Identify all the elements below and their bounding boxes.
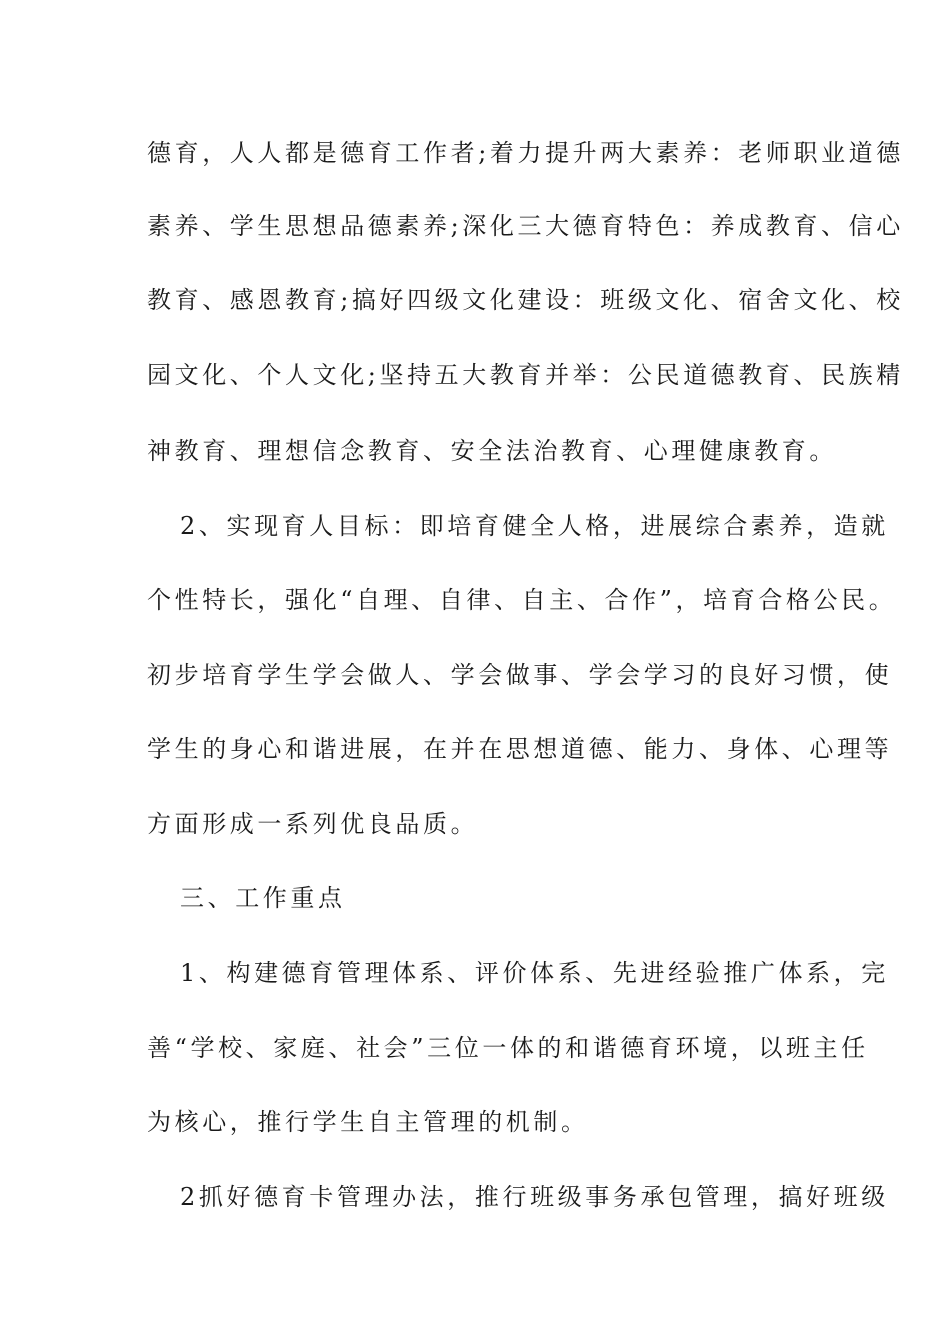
- text-line-10: 方面形成一系列优良品质。: [147, 810, 479, 838]
- text-line-8: 初步培育学生学会做人、学会做事、学会学习的良好习惯，使: [147, 661, 893, 689]
- text-line-5: 神教育、理想信念教育、安全法治教育、心理健康教育。: [147, 437, 837, 465]
- item-2-first-line: 2抓好德育卡管理办法，推行班级事务承包管理，搞好班级: [180, 1183, 889, 1211]
- paragraph-2-first-line: 2、实现育人目标：即培育健全人格，进展综合素养，造就: [180, 512, 889, 540]
- text-line-13: 善“学校、家庭、社会”三位一体的和谐德育环境，以班主任: [147, 1034, 869, 1062]
- text-line-2: 素养、学生思想品德素养;深化三大德育特色：养成教育、信心: [147, 212, 904, 240]
- text-line-1: 德育，人人都是德育工作者;着力提升两大素养：老师职业道德: [147, 139, 904, 167]
- text-line-3: 教育、感恩教育;搞好四级文化建设：班级文化、宿舍文化、校: [147, 286, 904, 314]
- section-heading: 三、工作重点: [180, 884, 346, 912]
- item-1-first-line: 1、构建德育管理体系、评价体系、先进经验推广体系，完: [180, 959, 889, 987]
- text-line-14: 为核心，推行学生自主管理的机制。: [147, 1108, 589, 1136]
- text-line-7: 个性特长，强化“自理、自律、自主、合作”，培育合格公民。: [147, 586, 897, 614]
- text-line-4: 园文化、个人文化;坚持五大教育并举：公民道德教育、民族精: [147, 361, 904, 389]
- text-line-9: 学生的身心和谐进展，在并在思想道德、能力、身体、心理等: [147, 735, 893, 763]
